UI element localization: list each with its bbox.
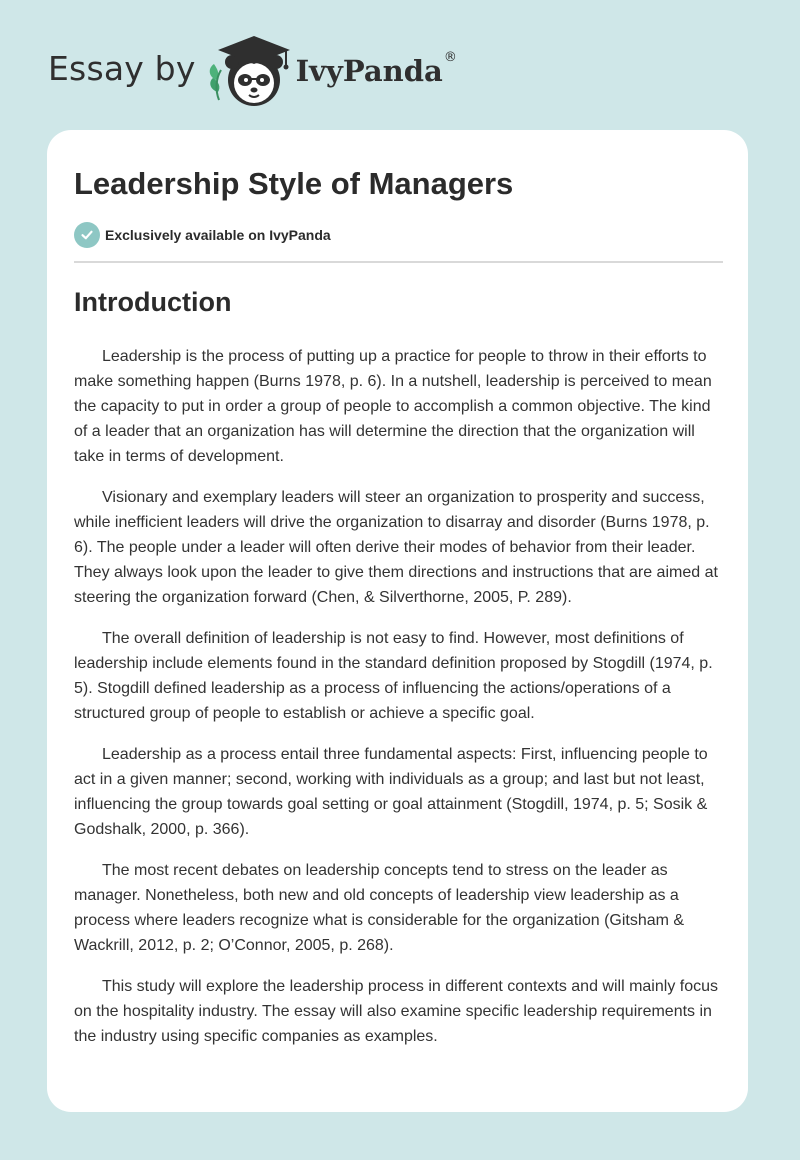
check-circle-icon: [74, 222, 100, 248]
paragraph: Leadership as a process entail three fundamental aspects: First, influencing people to act in a given manner; second, working with individuals as a group; and last but not least, influencing the group towards goal setting or goal attainment (Stogdill, 1974, p. 5; Sosik & Godshalk, 2000, p. 366).: [74, 746, 708, 838]
badge-text: Exclusively available on IvyPanda: [105, 227, 331, 243]
site-brand[interactable]: [48, 30, 457, 110]
paragraph: Leadership is the process of putting up a practice for people to throw in their efforts to make something happen (Burns 1978, p. 6). In a nutshell, leadership is perceived to mean the capacity to put in order a group of people to accomplish a common objective. The kind of a leader that an organization has will determine the direction that the organization will take in terms of development.: [74, 348, 712, 465]
page-title: Leadership Style of Managers: [74, 166, 514, 201]
divider: [74, 261, 723, 263]
paragraph: Visionary and exemplary leaders will steer an organization to prosperity and success, while inefficient leaders will drive the organization to disarray and disorder (Burns 1978, p. 6). The people under a leader will often derive their modes of behavior from their leader. They always look upon the leader to give them directions and instructions that are aimed at steering the organization forward (Chen, & Silverthorne, 2005, P. 289).: [74, 489, 718, 606]
paragraph: The overall definition of leadership is not easy to find. However, most definitions of leadership include elements found in the standard definition proposed by Stogdill (1974, p. 5). Stogdill defined leadership as a process of influencing the actions/operations of a structured group of people to establish or achieve a specific goal.: [74, 630, 713, 722]
paragraph: This study will explore the leadership process in different contexts and will mainly focus on the hospitality industry. The essay will also examine specific leadership requirements in the industry using specific companies as examples.: [74, 978, 718, 1045]
paragraph: The most recent debates on leadership concepts tend to stress on the leader as manager. Nonetheless, both new and old concepts of leadership view leadership as a process where leaders recognize what is considerable for the organization (Gitsham & Wackrill, 2012, p. 2; O’Connor, 2005, p. 268).: [74, 862, 685, 954]
registered-mark: ®: [443, 50, 457, 65]
essay-body: [74, 344, 724, 1065]
section-heading: Introduction: [74, 287, 232, 317]
panda-graduation-cap-logo-icon: [206, 30, 292, 110]
brand-name: IvyPanda: [295, 54, 443, 88]
brand-prefix: Essay by: [48, 48, 196, 88]
exclusive-badge: [74, 222, 331, 248]
essay-card: [47, 130, 748, 1112]
